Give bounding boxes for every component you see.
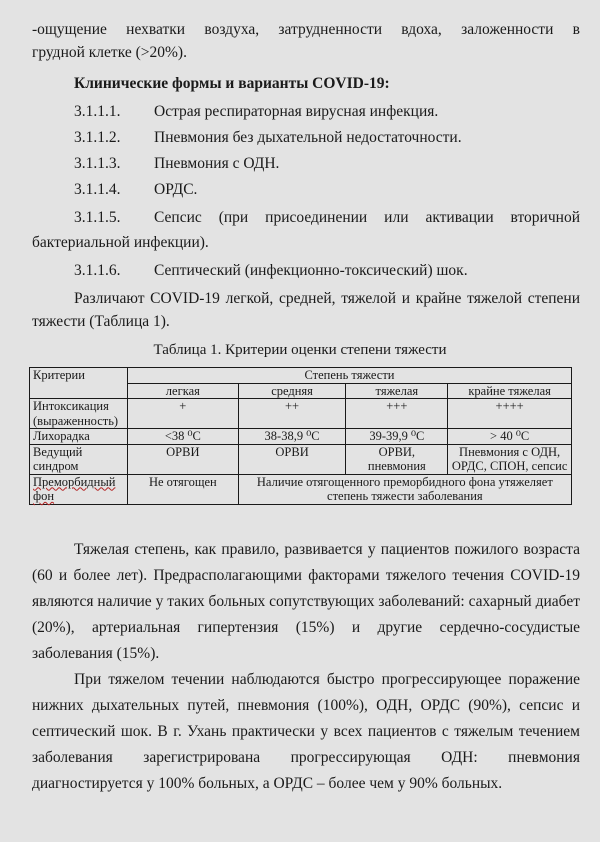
elderly-paragraph-line-5: заболевания (15%). <box>32 645 160 662</box>
table-cell: ++ <box>238 399 346 429</box>
row-label <box>30 474 128 504</box>
table-cell: ОРВИ <box>238 444 346 474</box>
severe-paragraph-line-1: При тяжелом течении наблюдаются быстро прогрессирующее поражение <box>74 671 580 688</box>
table-cell: Пневмония с ОДН, ОРДС, СПОН, сепсис <box>448 444 572 474</box>
list-item-text: Септический (инфекционно-токсический) шок. <box>154 262 468 279</box>
row-label: Ведущий синдром <box>30 444 128 474</box>
list-item-number: 3.1.1.6. <box>74 262 121 279</box>
table-header-row <box>30 368 572 384</box>
table-cell: 39-39,9 ⁰С <box>346 429 448 445</box>
list-item <box>74 152 580 175</box>
level-critical: крайне тяжелая <box>448 383 572 399</box>
list-item-number: 3.1.1.5. <box>74 209 121 226</box>
level-severe: тяжелая <box>346 383 448 399</box>
table-cell: ++++ <box>448 399 572 429</box>
section-heading: Клинические формы и варианты COVID-19: <box>74 75 390 92</box>
severity-header: Степень тяжести <box>127 368 571 384</box>
table-cell: ОРВИ, пневмония <box>346 444 448 474</box>
table-cell: <38 ⁰С <box>127 429 238 445</box>
list-item-text: ОРДС. <box>154 181 198 198</box>
level-mild: легкая <box>127 383 238 399</box>
list-item-number: 3.1.1.2. <box>74 129 121 146</box>
elderly-paragraph-line-4: (20%), артериальная гипертензия (15%) и другие сердечно-сосудистые <box>32 619 580 636</box>
premorbid-label: Преморбидный фон <box>33 474 116 503</box>
table-row <box>30 429 572 445</box>
merged-cell-line-2: степень тяжести заболевания <box>327 489 483 503</box>
elderly-paragraph-line-2: (60 и более лет). Предрасполагающими факторами тяжелого течения COVID-19 <box>32 567 580 584</box>
intro-line-1: -ощущение нехватки воздуха, затрудненности вдоха, заложенности в <box>32 21 580 38</box>
severe-paragraph-line-3: септический шок. В г. Ухань практически у всех пациентов с тяжелым течением <box>32 723 580 740</box>
severe-paragraph-line-4: заболевания зарегистрирована прогрессирующая ОДН: пневмония <box>32 749 580 766</box>
list-item <box>74 178 580 201</box>
table-cell: ОРВИ <box>127 444 238 474</box>
list-item <box>74 206 580 229</box>
list-item-text: Пневмония без дыхательной недостаточности. <box>154 129 462 146</box>
list-item-text: Острая респираторная вирусная инфекция. <box>154 103 439 120</box>
list-item-number: 3.1.1.4. <box>74 181 121 198</box>
list-item <box>74 100 580 123</box>
list-item-continuation: бактериальной инфекции). <box>32 234 209 251</box>
level-moderate: средняя <box>238 383 346 399</box>
row-label: Лихорадка <box>30 429 128 445</box>
table-row <box>30 474 572 504</box>
list-item <box>74 259 580 282</box>
severity-paragraph-line-1: Различают COVID-19 легкой, средней, тяжелой и крайне тяжелой степени <box>74 290 580 307</box>
table-cell: Не отягощен <box>127 474 238 504</box>
list-item-text: Пневмония с ОДН. <box>154 155 280 172</box>
list-item-number: 3.1.1.3. <box>74 155 121 172</box>
intro-line-2: грудной клетке (>20%). <box>32 44 187 61</box>
severe-paragraph-line-5: диагностируется у 100% больных, а ОРДС – более чем у 90% больных. <box>32 775 503 792</box>
table-cell: + <box>127 399 238 429</box>
table-cell: > 40 ⁰С <box>448 429 572 445</box>
row-label: Интоксикация (выраженность) <box>30 399 128 429</box>
table-row <box>30 399 572 429</box>
severe-paragraph-line-2: нижних дыхательных путей, пневмония (100%), ОДН, ОРДС (90%), сепсис и <box>32 697 580 714</box>
list-item <box>74 126 580 149</box>
criteria-header: Критерии <box>30 368 128 399</box>
table-caption: Таблица 1. Критерии оценки степени тяжести <box>153 342 447 358</box>
table-cell: +++ <box>346 399 448 429</box>
elderly-paragraph-line-3: являются наличие у таких больных сопутствующих заболеваний: сахарный диабет <box>32 593 580 610</box>
list-item-text: Сепсис (при присоединении или активации вторичной <box>154 209 580 226</box>
merged-cell-line-1: Наличие отягощенного преморбидного фона утяжеляет <box>256 474 553 489</box>
table-cell: 38-38,9 ⁰С <box>238 429 346 445</box>
table-row <box>30 444 572 474</box>
table-cell-merged <box>238 474 571 504</box>
severity-paragraph-line-2: тяжести (Таблица 1). <box>32 313 170 330</box>
severity-table <box>29 367 572 505</box>
elderly-paragraph-line-1: Тяжелая степень, как правило, развивается у пациентов пожилого возраста <box>74 541 580 558</box>
list-item-number: 3.1.1.1. <box>74 103 121 120</box>
